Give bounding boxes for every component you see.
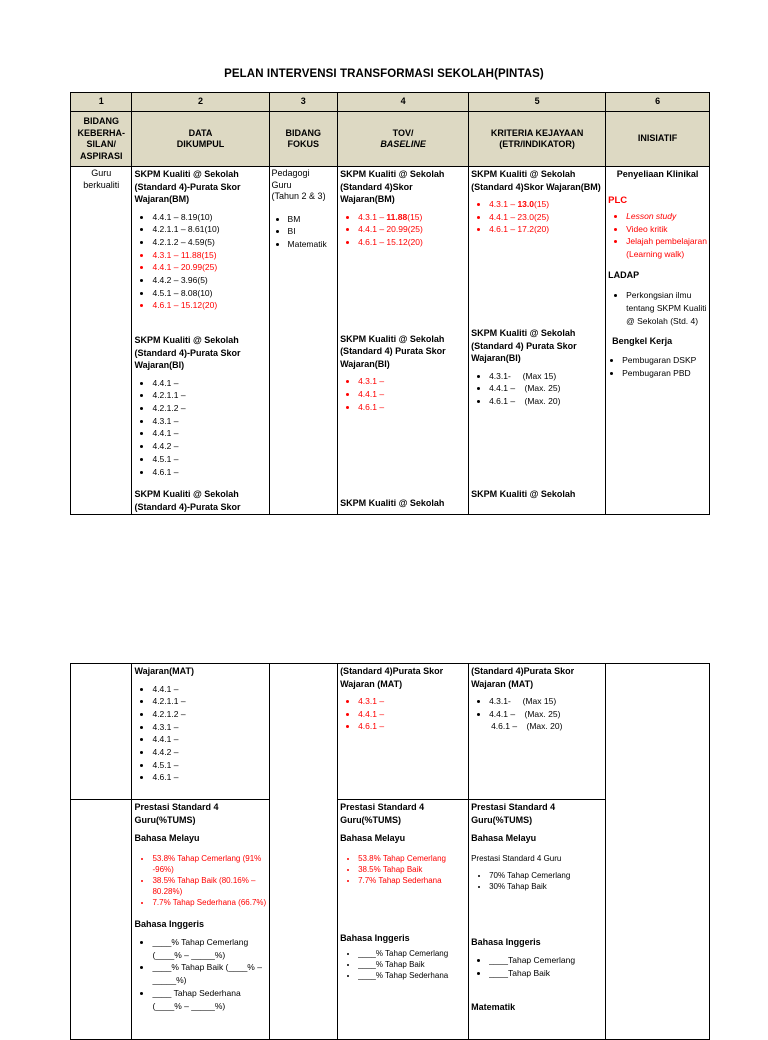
list-item: • 7.7% Tahap Sederhana: [358, 875, 466, 886]
list-item: • 4.4.1 – 8.19(10): [152, 211, 266, 224]
list-item: • 4.6.1 –: [152, 466, 266, 479]
list-item: • Perkongsian ilmu tentang SKPM Kualiti @ Sekolah (Std. 4): [626, 289, 707, 327]
cell-kriteria-kejayaan: (Standard 4)Purata Skor Wajaran (MAT) • 4.3.1- (Max 15) • 4.4.1 – (Max. 25) 4.6.1 – (Max. 20): [469, 664, 606, 800]
cell-bidang: [71, 800, 132, 1040]
cell-prestasi-data: Prestasi Standard 4 Guru(%TUMS) Bahasa Melayu • 53.8% Tahap Cemerlang (91% -96%) • 38.5% Tahap Baik (80.16% – 80.28%) • 7.7% Tahap Sederhana (66.7%) Bahasa Inggeris • ____% Tahap Cemerlang (____% – _____%) • ____% Tahap Baik (____% – _____%) • ____ Tahap Sederhana (____% – _____%): [132, 800, 269, 1040]
list-item: • 4.3.1- (Max 15): [489, 370, 603, 383]
kk-mat-list: [471, 695, 603, 720]
prestasi-tov-bm-list: [340, 853, 466, 886]
list-item: • 4.6.1 – 15.12(20): [152, 299, 266, 312]
col-num: 6: [606, 93, 710, 112]
list-item: • 4.6.1 – (Max. 20): [489, 395, 603, 408]
tov-mat-list: [340, 695, 466, 733]
list-item: • ____Tahap Baik: [489, 967, 603, 980]
list-item: • 4.4.1 –: [152, 683, 266, 696]
list-item: • 4.5.1 – 8.08(10): [152, 287, 266, 300]
cell-inisiatif: [606, 664, 710, 1040]
column-number-row: [71, 93, 710, 112]
fokus-list: [272, 213, 336, 251]
col-num: 3: [269, 93, 338, 112]
list-item: • 4.4.2 – 3.96(5): [152, 274, 266, 287]
list-item: • 38.5% Tahap Baik (80.16% – 80.28%): [152, 875, 266, 897]
cell-prestasi-tov: Prestasi Standard 4 Guru(%TUMS) Bahasa Melayu • 53.8% Tahap Cemerlang • 38.5% Tahap Baik • 7.7% Tahap Sederhana Bahasa Inggeris • ____% Tahap Cemerlang • ____% Tahap Baik • ____% Tahap Sederhana: [338, 800, 469, 1040]
bi-list: [134, 377, 266, 479]
list-item: • 4.4.1 – 20.99(25): [152, 261, 266, 274]
cell-bidang-fokus: Pedagogi Guru (Tahun 2 & 3) • BM • BI • Matematik: [269, 167, 338, 515]
list-item: • ____% Tahap Sederhana: [358, 970, 466, 981]
list-item: • 4.2.1.1 – 8.61(10): [152, 223, 266, 236]
cell-bidang: Guru berkualiti: [71, 167, 132, 515]
list-item: • 4.2.1.2 –: [152, 708, 266, 721]
header-tov-baseline: TOV/ BASELINE: [338, 112, 469, 167]
list-item: • 4.3.1 – 13.0(15): [489, 198, 603, 211]
header-bidang-keberhasilan: BIDANG KEBERHA- SILAN/ ASPIRASI: [71, 112, 132, 167]
cell-tov-baseline: (Standard 4)Purata Skor Wajaran (MAT) • 4.3.1 – • 4.4.1 – • 4.6.1 –: [338, 664, 469, 800]
cell-data-dikumpul: Wajaran(MAT) • 4.4.1 – • 4.2.1.1 – • 4.2.1.2 – • 4.3.1 – • 4.4.1 – • 4.4.2 – • 4.5.1 – • 4.6.1 –: [132, 664, 269, 800]
list-item: • 4.4.1 –: [358, 708, 466, 721]
list-item: • 38.5% Tahap Baik: [358, 864, 466, 875]
mat-list: [134, 683, 266, 785]
cell-kriteria-kejayaan: SKPM Kualiti @ Sekolah (Standard 4)Skor Wajaran(BM) • 4.3.1 – 13.0(15) • 4.4.1 – 23.0(25) • 4.6.1 – 17.2(20) SKPM Kualiti @ Sekolah (Standard 4) Purata Skor Wajaran(BI) • 4.3.1- (Max 15) • 4.4.1 – (Max. 25) • 4.6.1 – (Max. 20) SKPM Kualiti @ Sekolah: [469, 167, 606, 515]
list-item: • ____% Tahap Baik: [358, 959, 466, 970]
prestasi-kk-bi-list: [471, 954, 603, 979]
list-item: • ____% Tahap Cemerlang (____% – _____%): [152, 936, 266, 961]
page-title: PELAN INTERVENSI TRANSFORMASI SEKOLAH(PINTAS): [224, 68, 544, 80]
cell-data-dikumpul: SKPM Kualiti @ Sekolah (Standard 4)-Purata Skor Wajaran(BM) • 4.4.1 – 8.19(10) • 4.2.1.1 – 8.61(10) • 4.2.1.2 – 4.59(5) • 4.3.1 – 11.88(15) • 4.4.1 – 20.99(25) • 4.4.2 – 3.96(5) • 4.5.1 – 8.08(10) • 4.6.1 – 15.12(20) SKPM Kualiti @ Sekolah (Standard 4)-Purata Skor Wajaran(BI) • 4.4.1 – • 4.2.1.1 – • 4.2.1.2 – • 4.3.1 – • 4.4.1 – • 4.4.2 – • 4.5.1 – • 4.6.1 – SKPM Kualiti @ Sekolah (Standard 4)-Purata Skor: [132, 167, 269, 515]
list-item: • 4.4.1 –: [152, 733, 266, 746]
header-kriteria-kejayaan: KRITERIA KEJAYAAN (ETR/INDIKATOR): [469, 112, 606, 167]
header-bidang-fokus: BIDANG FOKUS: [269, 112, 338, 167]
cell-bidang: [71, 664, 132, 800]
list-item: • 4.3.1 – 11.88(15): [358, 211, 466, 224]
prestasi-kk-bm-list: [471, 870, 603, 892]
data-row: [71, 167, 710, 515]
list-item: • 4.4.2 –: [152, 746, 266, 759]
list-item: • 4.4.1 – (Max. 25): [489, 708, 603, 721]
list-item: • BI: [288, 225, 336, 238]
list-item: • Video kritik: [626, 223, 707, 236]
list-item: • 4.4.1 –: [358, 388, 466, 401]
list-item: • 30% Tahap Baik: [489, 881, 603, 892]
list-item: • 70% Tahap Cemerlang: [489, 870, 603, 881]
header-data-dikumpul: DATA DIKUMPUL: [132, 112, 269, 167]
ladap-list: [608, 289, 707, 327]
list-item: • 4.6.1 – 15.12(20): [358, 236, 466, 249]
tov-bm-list: [340, 211, 466, 249]
bm-list: [134, 211, 266, 313]
kk-bm-list: [471, 198, 603, 236]
kk-bi-list: [471, 370, 603, 408]
col-num: 4: [338, 93, 469, 112]
list-item: • 4.6.1 –: [152, 771, 266, 784]
list-item: • 4.6.1 –: [358, 401, 466, 414]
list-item: • 4.3.1 –: [152, 721, 266, 734]
list-item: • ____ Tahap Sederhana (____% – _____%): [152, 987, 266, 1012]
list-item: • 4.4.1 –: [152, 427, 266, 440]
list-item: • Matematik: [288, 238, 336, 251]
data-row: [71, 664, 710, 800]
list-item: • 4.4.1 –: [152, 377, 266, 390]
list-item: • 4.3.1 –: [358, 695, 466, 708]
header-inisiatif: INISIATIF: [606, 112, 710, 167]
plc-list: [608, 210, 707, 261]
list-item: • BM: [288, 213, 336, 226]
list-item: • 4.2.1.2 – 4.59(5): [152, 236, 266, 249]
list-item: • 53.8% Tahap Cemerlang (91% -96%): [152, 853, 266, 875]
bengkel-list: [608, 354, 707, 379]
list-item: • 4.5.1 –: [152, 453, 266, 466]
list-item: • 4.3.1 –: [152, 415, 266, 428]
header-row: [71, 112, 710, 167]
list-item: • Lesson study: [626, 210, 707, 223]
cell-inisiatif: Penyeliaan Klinikal PLC • Lesson study • Video kritik • Jelajah pembelajaran (Learning walk) LADAP • Perkongsian ilmu tentang SKPM Kualiti @ Sekolah (Std. 4) Bengkel Kerja • Pembugaran DSKP • Pembugaran PBD: [606, 167, 710, 515]
list-item: • Pembugaran DSKP: [622, 354, 707, 367]
list-item: • 4.3.1- (Max 15): [489, 695, 603, 708]
col-num: 5: [469, 93, 606, 112]
list-item: • 53.8% Tahap Cemerlang: [358, 853, 466, 864]
list-item: • Pembugaran PBD: [622, 367, 707, 380]
prestasi-bi-list: [134, 936, 266, 1012]
prestasi-tov-bi-list: [340, 948, 466, 981]
pintas-table-page1: [70, 92, 710, 515]
cell-prestasi-kriteria: Prestasi Standard 4 Guru(%TUMS) Bahasa Melayu Prestasi Standard 4 Guru • 70% Tahap Cemerlang • 30% Tahap Baik Bahasa Inggeris • ____Tahap Cemerlang • ____Tahap Baik Matematik: [469, 800, 606, 1040]
list-item: • 4.5.1 –: [152, 759, 266, 772]
list-item: • 4.2.1.1 –: [152, 695, 266, 708]
list-item: • 4.4.1 – (Max. 25): [489, 382, 603, 395]
prestasi-bm-list: [134, 853, 266, 908]
list-item: • 4.4.1 – 20.99(25): [358, 223, 466, 236]
tov-bi-list: [340, 375, 466, 413]
list-item: • ____Tahap Cemerlang: [489, 954, 603, 967]
col-num: 2: [132, 93, 269, 112]
list-item: • 4.4.1 – 23.0(25): [489, 211, 603, 224]
list-item: • 4.3.1 –: [358, 375, 466, 388]
pintas-table-page2: [70, 663, 710, 1040]
list-item: • 4.2.1.2 –: [152, 402, 266, 415]
list-item: • ____% Tahap Cemerlang: [358, 948, 466, 959]
list-item: • 4.6.1 –: [358, 720, 466, 733]
list-item: • 7.7% Tahap Sederhana (66.7%): [152, 897, 266, 908]
list-item: • 4.2.1.1 –: [152, 389, 266, 402]
list-item: • ____% Tahap Baik (____% – _____%): [152, 961, 266, 986]
list-item: • 4.6.1 – 17.2(20): [489, 223, 603, 236]
cell-tov-baseline: SKPM Kualiti @ Sekolah (Standard 4)Skor Wajaran(BM) • 4.3.1 – 11.88(15) • 4.4.1 – 20.99(25) • 4.6.1 – 15.12(20) SKPM Kualiti @ Sekolah (Standard 4) Purata Skor Wajaran(BI) • 4.3.1 – • 4.4.1 – • 4.6.1 – SKPM Kualiti @ Sekolah: [338, 167, 469, 515]
cell-bidang-fokus: [269, 664, 338, 1040]
list-item: • 4.4.2 –: [152, 440, 266, 453]
list-item: • Jelajah pembelajaran (Learning walk): [626, 235, 707, 260]
list-item: • 4.3.1 – 11.88(15): [152, 249, 266, 262]
col-num: 1: [71, 93, 132, 112]
